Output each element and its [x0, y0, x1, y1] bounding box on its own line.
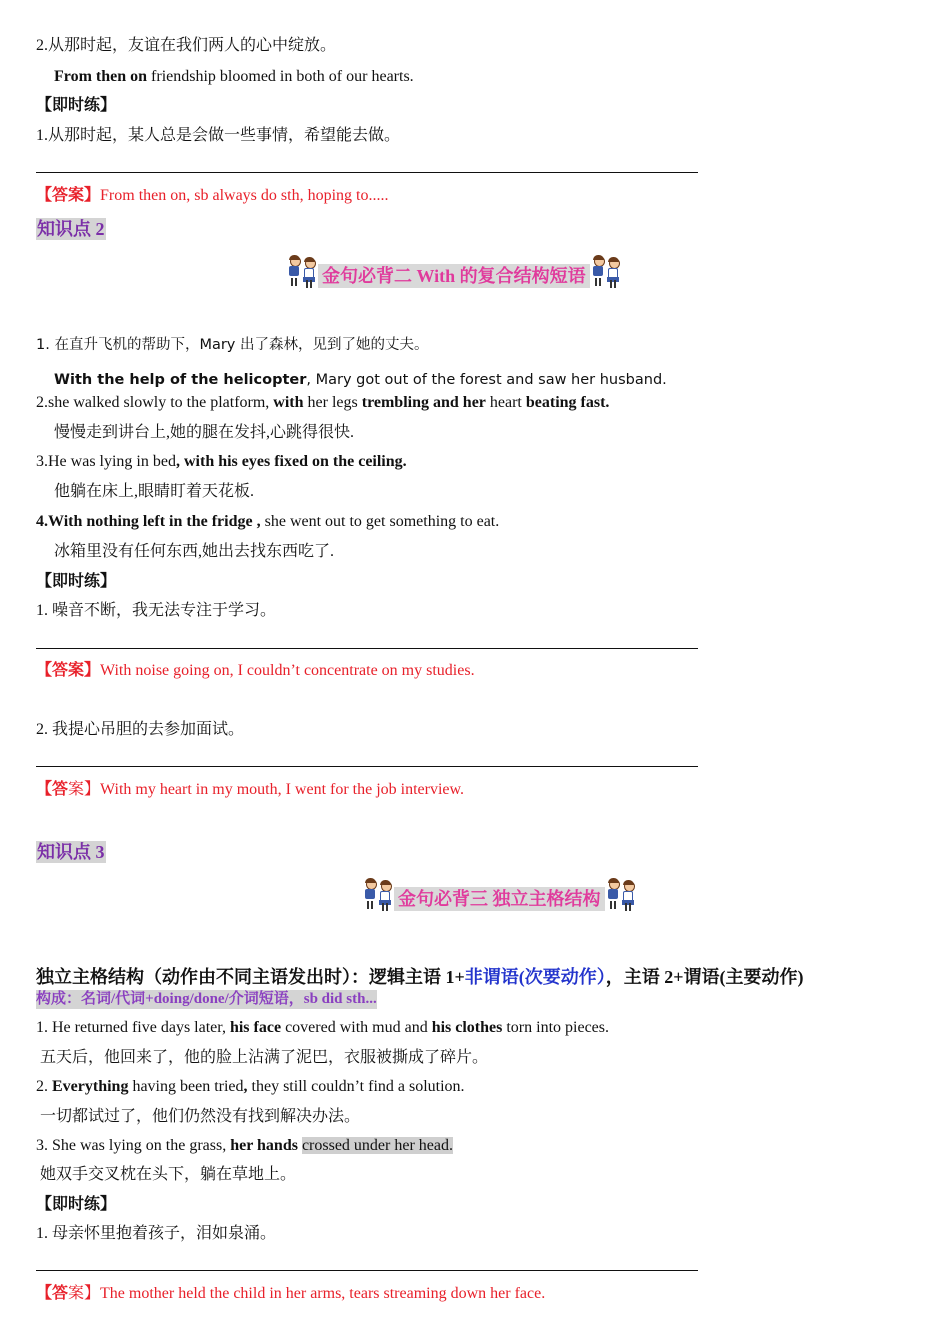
- answer: [36, 1284, 545, 1304]
- answer-text: With noise going on, I couldn’t concentrate on my studies.: [100, 662, 475, 679]
- text: she went out to get something to eat.: [260, 513, 500, 530]
- answer-tag: 【答案】: [36, 187, 101, 204]
- sentence-en: [36, 1018, 609, 1038]
- section-banner: [362, 875, 637, 911]
- bold-phrase: 4.With nothing left in the fridge ,: [36, 513, 261, 530]
- bold-phrase: trembling and her: [361, 394, 486, 411]
- bold-phrase: Everything: [52, 1078, 129, 1095]
- text: heart: [485, 394, 526, 411]
- heading-highlight: 非谓语(次要动作）: [464, 967, 606, 987]
- bold-phrase: his clothes: [431, 1019, 503, 1036]
- text: 1. He returned five days later,: [36, 1019, 230, 1036]
- bold-phrase: With the help of the helicopter: [54, 372, 307, 388]
- students-icon: [590, 252, 622, 288]
- practice-question: 1.从那时起，某人总是会做一些事情，希望能去做。: [36, 127, 401, 144]
- text: friendship bloomed in both of our hearts.: [147, 68, 414, 85]
- practice-question: 1. 噪音不断，我无法专注于学习。: [36, 602, 277, 619]
- text: having been tried: [128, 1078, 244, 1095]
- bold-phrase: , with his eyes fixed on the ceiling.: [175, 453, 407, 470]
- heading-text: ，主语 2+谓语(主要动作): [605, 967, 804, 987]
- answer-blank-line[interactable]: [36, 1270, 698, 1271]
- sentence-en: [36, 393, 609, 413]
- text: 2.she walked slowly to the platform,: [36, 394, 274, 411]
- sentence-en: [36, 1136, 453, 1156]
- practice-question: 1. 母亲怀里抱着孩子，泪如泉涌。: [36, 1225, 277, 1242]
- sentence-cn: 2.从那时起，友谊在我们两人的心中绽放。: [36, 37, 337, 54]
- bold-phrase: ,: [243, 1078, 248, 1095]
- bold-phrase: her hands: [230, 1137, 298, 1154]
- answer: [36, 661, 475, 681]
- sentence-cn: 他躺在床上,眼睛盯着天花板.: [54, 483, 255, 500]
- text: they still couldn’t find a solution.: [247, 1078, 465, 1095]
- practice-label: 【即时练】: [36, 573, 117, 590]
- section-heading: [36, 966, 804, 988]
- section-banner: [286, 252, 622, 288]
- text: covered with mud and: [281, 1019, 432, 1036]
- answer: [36, 780, 464, 800]
- practice-label: 【即时练】: [36, 97, 117, 114]
- bold-phrase: his face: [229, 1019, 282, 1036]
- sentence-cn: 她双手交叉枕在头下，躺在草地上。: [40, 1166, 297, 1183]
- sentence-cn: 五天后，他回来了，他的脸上沾满了泥巴，衣服被撕成了碎片。: [40, 1049, 489, 1066]
- answer: [36, 186, 388, 206]
- answer-text: From then on, sb always do sth, hoping to.....: [100, 187, 389, 204]
- text: , Mary got out of the forest and saw her husband.: [306, 372, 667, 388]
- sentence-cn: 1. 在直升飞机的帮助下，Mary 出了森林，见到了她的丈夫。: [36, 337, 429, 353]
- sentence-en: [36, 512, 499, 532]
- students-icon: [362, 875, 394, 911]
- bold-phrase: with: [273, 394, 304, 411]
- answer-text: The mother held the child in her arms, tears streaming down her face.: [100, 1285, 546, 1302]
- text: 3.He was lying in bed: [36, 453, 176, 470]
- answer-tag-rest: 案】: [68, 781, 101, 798]
- bold-phrase: beating fast.: [525, 394, 610, 411]
- text: torn into pieces.: [502, 1019, 609, 1036]
- answer-blank-line[interactable]: [36, 172, 698, 173]
- students-icon: [286, 252, 318, 288]
- students-icon: [605, 875, 637, 911]
- answer-blank-line[interactable]: [36, 648, 698, 649]
- sentence-en: [54, 67, 414, 87]
- answer-blank-line[interactable]: [36, 766, 698, 767]
- practice-question: 2. 我提心吊胆的去参加面试。: [36, 721, 245, 738]
- sentence-cn: 慢慢走到讲台上,她的腿在发抖,心跳得很快.: [54, 424, 355, 441]
- answer-tag: 【答: [36, 1285, 69, 1302]
- banner-title: 金句必背三 独立主格结构: [394, 887, 605, 911]
- bold-phrase: From then on: [54, 68, 148, 85]
- sentence-en: [36, 1077, 465, 1097]
- text: 2.: [36, 1078, 52, 1095]
- answer-tag-rest: 案】: [68, 1285, 101, 1302]
- sentence-cn: 冰箱里没有任何东西,她出去找东西吃了.: [54, 543, 335, 560]
- sentence-cn: 一切都试过了，他们仍然没有找到解决办法。: [40, 1108, 361, 1125]
- answer-text: With my heart in my mouth, I went for the job interview.: [100, 781, 465, 798]
- sentence-en: [36, 452, 407, 472]
- sentence-en: [54, 370, 667, 390]
- practice-label: 【即时练】: [36, 1196, 117, 1213]
- highlighted-phrase: crossed under her head.: [301, 1137, 453, 1154]
- text: 3. She was lying on the grass,: [36, 1137, 231, 1154]
- knowledge-point-label: 知识点 3: [37, 842, 105, 862]
- answer-tag: 【答: [36, 781, 69, 798]
- text: her legs: [303, 394, 362, 411]
- answer-tag: 【答案】: [36, 662, 101, 679]
- structure-formula: 构成：名词/代词+doing/done/介词短语，sb did sth...: [36, 991, 377, 1007]
- heading-text: 独立主格结构（动作由不同主语发出时）：逻辑主语 1+: [36, 967, 465, 987]
- knowledge-point-label: 知识点 2: [37, 219, 105, 239]
- banner-title: 金句必背二 With 的复合结构短语: [318, 264, 590, 288]
